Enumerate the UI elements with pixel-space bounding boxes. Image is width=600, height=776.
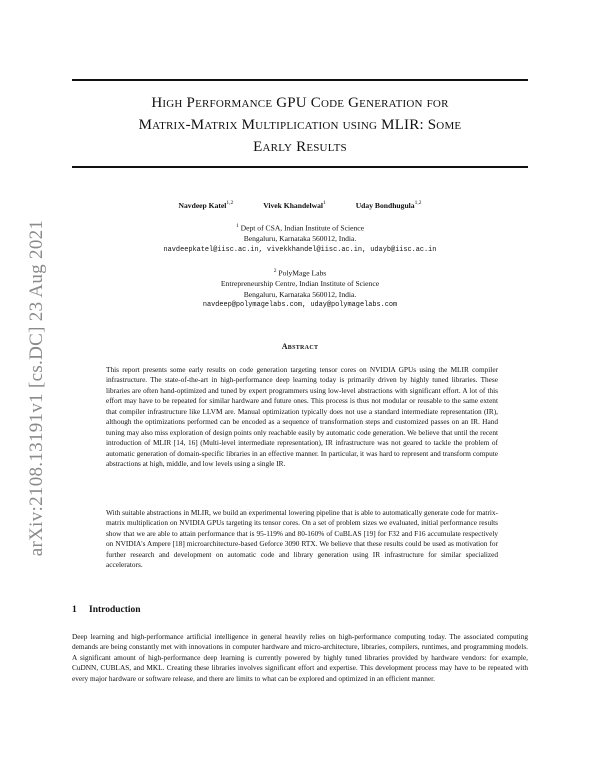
abstract-paragraph-1: This report presents some early results on code generation targeting tensor cores on NVIDIA GPUs using the MLIR compiler infrastructure. The state-of-the-art in high-performance deep learning today is primarily driven by highly tuned libraries. These libraries are often hand-optimized and tuned by expert programmers using low-level abstractions with significant effort. A lot of this effort may have to be repeated for similar hardware and future ones. This process is thus not modular or reusable to the same extent that compiler infrastructure like LLVM are. Manual optimization typically does not use a standard intermediate representation (IR), although the optimizations performed can be encoded as a sequence of transformation steps and customized passes on an IR. Hand tuning may also miss exploration of design points only reachable easily by automatic code generation. We believe that until the recent introduction of MLIR [14, 16] (Multi-level intermediate representation), IR infrastructure was not geared to tackle the problem of automatic generation of domain-specific libraries in an effective manner. In particular, it was hard to represent and transform compute abstractions at high, middle, and low levels using a single IR. bbox=[106, 365, 498, 469]
title-line-2: Matrix-Matrix Multiplication using MLIR: Some bbox=[138, 117, 462, 133]
author-list bbox=[0, 200, 600, 210]
author: Navdeep Katel$^{1,2}$ bbox=[178, 200, 234, 210]
paper-title bbox=[80, 92, 520, 158]
title-line-3: Early Results bbox=[253, 139, 347, 155]
title-rule-bottom bbox=[72, 166, 528, 168]
affiliation-1-emails[interactable]: navdeepkatel@iisc.ac.in, vivekkhandel@iisc.ac.in, udayb@iisc.ac.in bbox=[163, 245, 437, 254]
title-line-1: High Performance GPU Code Generation for bbox=[151, 95, 449, 111]
section-heading bbox=[72, 605, 141, 615]
title-rule-top bbox=[72, 79, 528, 81]
section-title: Introduction bbox=[89, 605, 141, 615]
arxiv-identifier[interactable]: arXiv:2108.13191v1 [cs.DC] 23 Aug 2021 bbox=[26, 219, 47, 557]
affiliation-2: $^2$ PolyMage Labs Entrepreneurship Centre, Indian Institute of Science Bengaluru, Karnataka 560012, India. navdeep@polymagelabs.com, uday@polymagelabs.com bbox=[0, 266, 600, 311]
introduction-paragraph: Deep learning and high-performance artificial intelligence in general heavily relies on high-performance computing today. The associated computing demands are being constantly met with innovations in computer hardware and micro-architecture, libraries, compilers, runtimes, and programming models. A significant amount of high-performance deep learning is currently powered by highly tuned libraries provided by hardware vendors: for example, CuDNN, CUBLAS, and MKL. Creating these libraries involves significant effort and expertise. This development process may have to be repeated with every major hardware or software release, and there are limits to what can be explored and optimized in an efficient manner. bbox=[72, 632, 528, 683]
affiliation-2-emails[interactable]: navdeep@polymagelabs.com, uday@polymagelabs.com bbox=[202, 301, 398, 310]
section-number: 1 bbox=[72, 605, 77, 615]
abstract-paragraph-2: With suitable abstractions in MLIR, we build an experimental lowering pipeline that is able to automatically generate code for matrix-matrix multiplication on NVIDIA GPUs targeting its tensor cores. On a set of problem sizes we evaluated, initial performance results show that we are able to attain performance that is 95-119% and 80-160% of CuBLAS [19] for F32 and F16 accumulate respectively on NVIDIA's Ampere [18] microarchitecture-based Geforce 3090 RTX. We believe that these results could be used as motivation for further research and development on automatic code and library generation using IR infrastructure for similar specialized accelerators. bbox=[106, 508, 498, 570]
author: Vivek Khandelwal$^1$ bbox=[263, 200, 326, 210]
affiliation-1: $^1$ Dept of CSA, Indian Institute of Science Bengaluru, Karnataka 560012, India. navdeepkatel@iisc.ac.in, vivekkhandel@iisc.ac.in, udayb@iisc.ac.in bbox=[0, 221, 600, 255]
abstract-heading: Abstract bbox=[281, 342, 319, 351]
author: Uday Bondhugula$^{1,2}$ bbox=[355, 200, 422, 210]
